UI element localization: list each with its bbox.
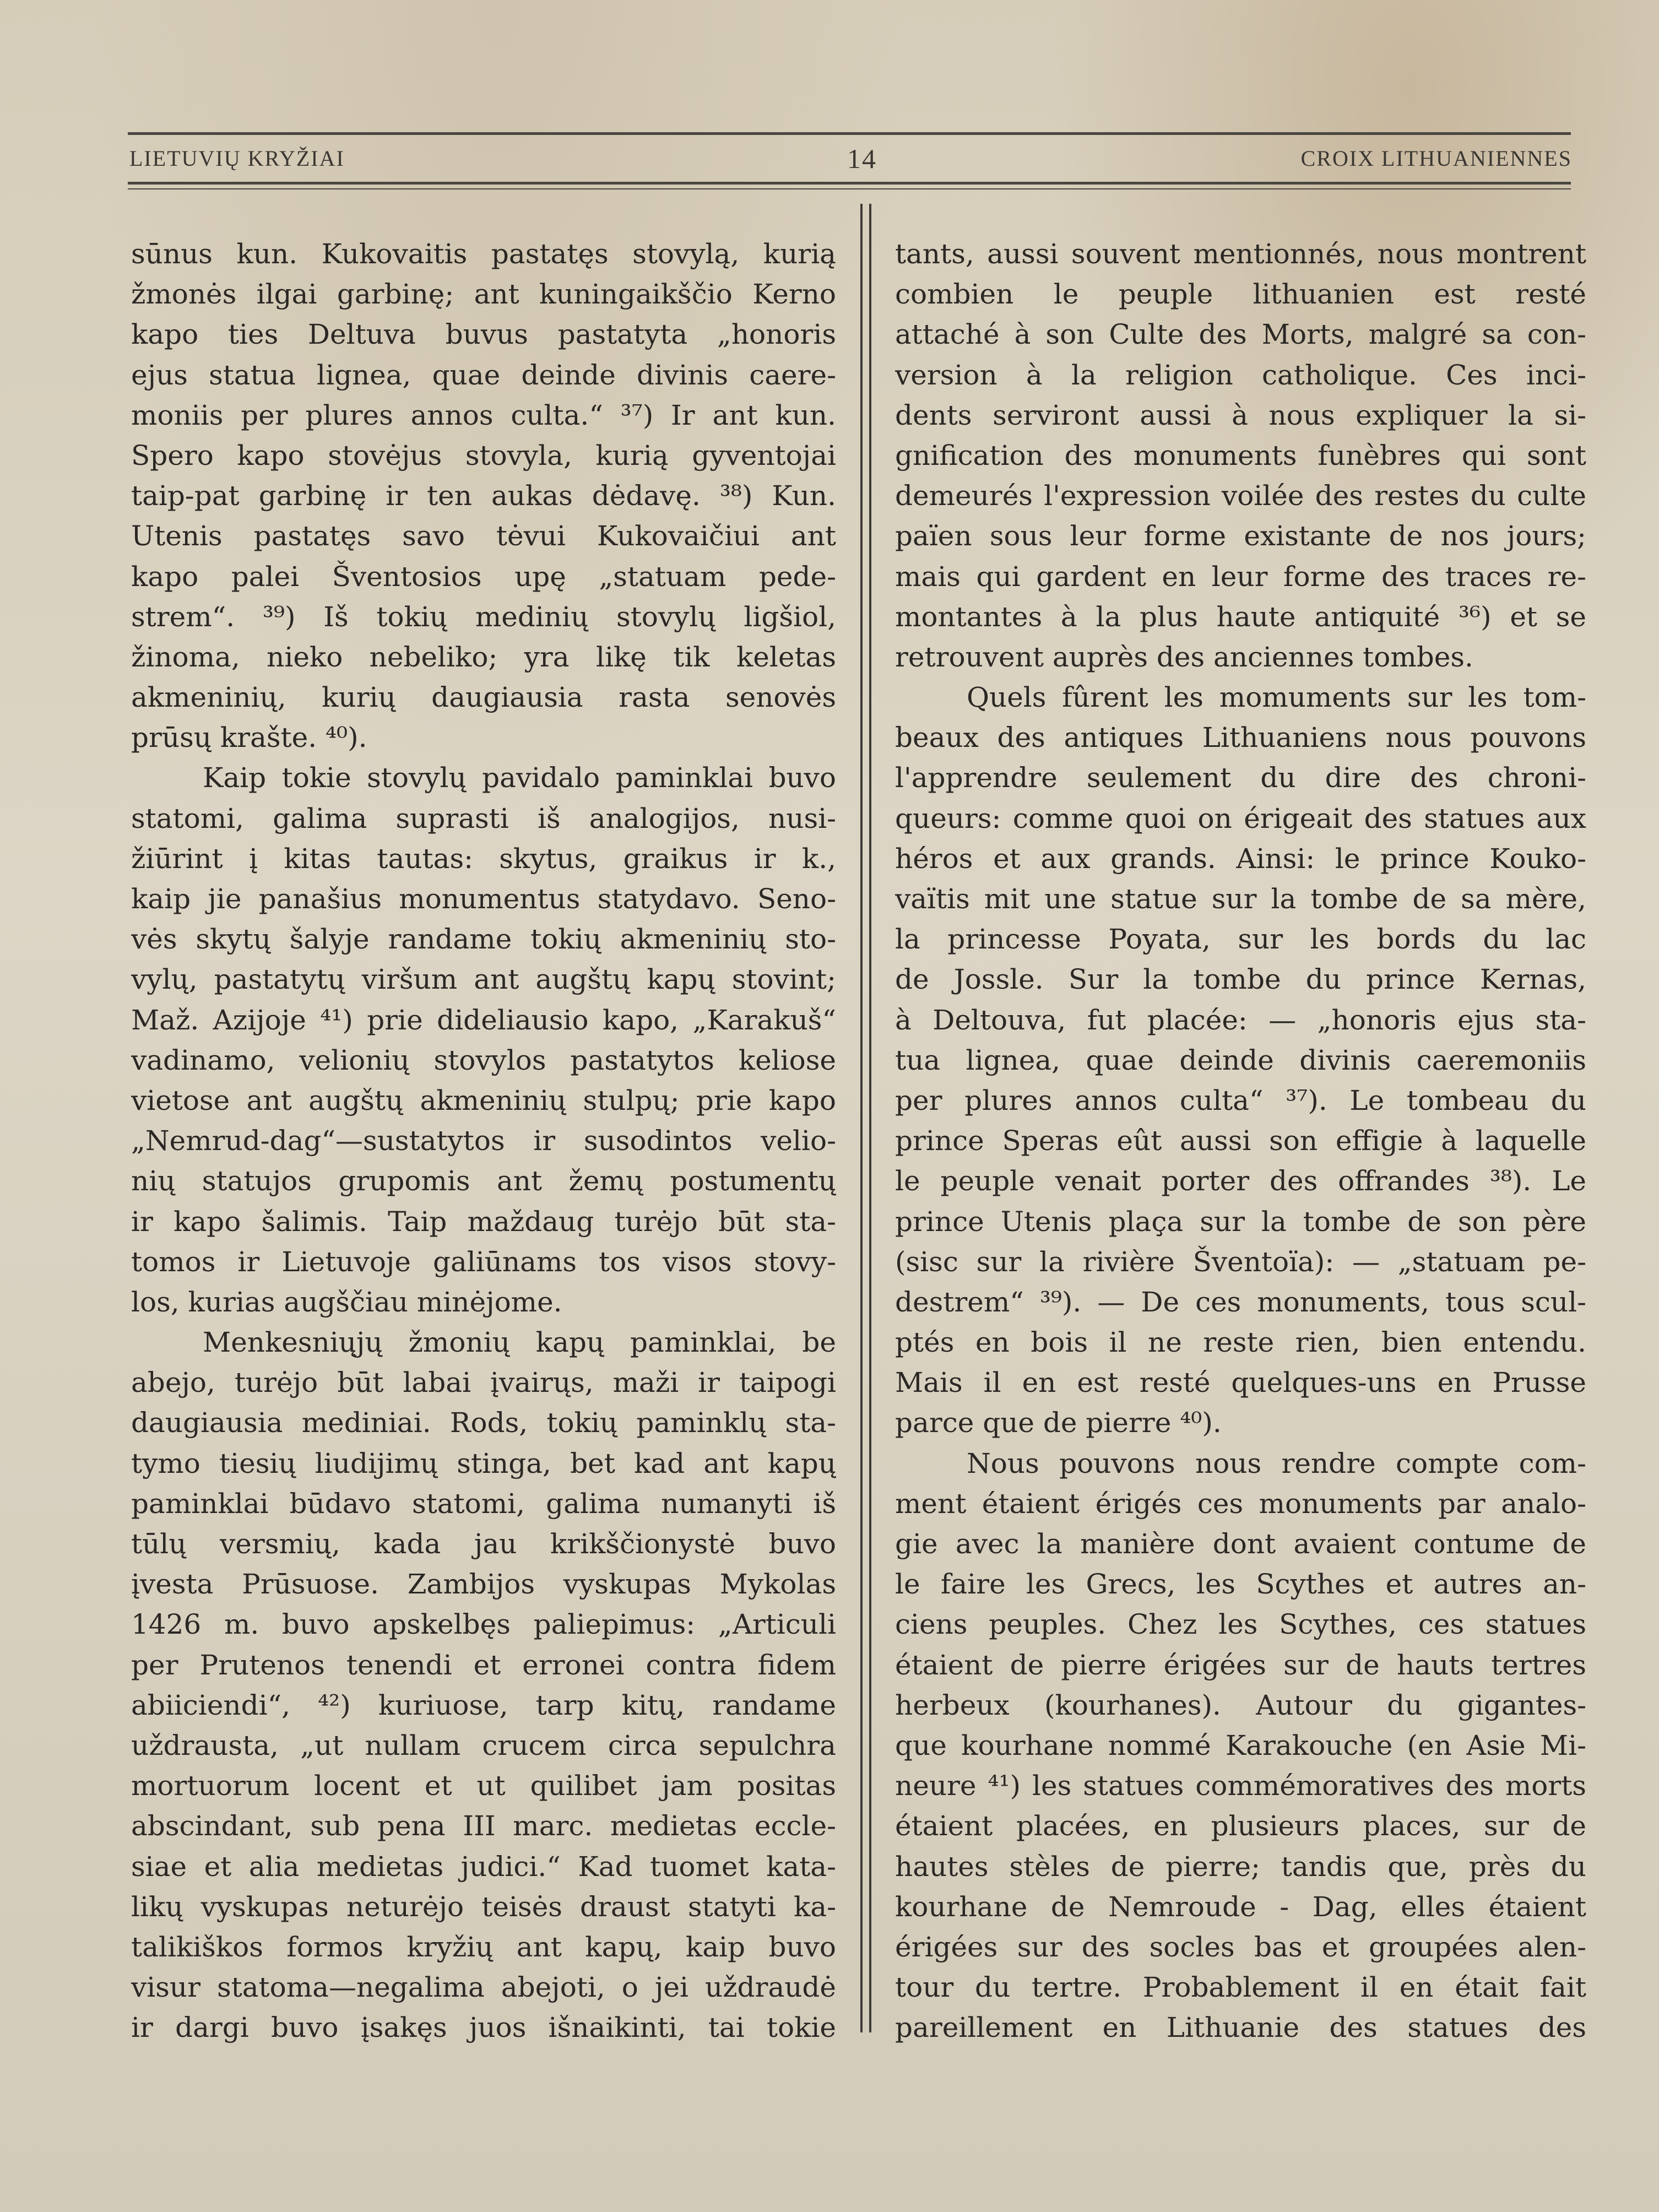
text-line: akmeninių, kurių daugiausia rasta senovės	[131, 681, 836, 714]
text-line: tūlų versmių, kada jau krikščionystė buvo	[131, 1528, 836, 1560]
text-line: kourhane de Nemroude - Dag, elles étaient	[895, 1890, 1586, 1923]
text-line: Mais il en est resté quelques-uns en Prusse	[895, 1367, 1586, 1399]
text-line: ptés en bois il ne reste rien, bien entendu.	[895, 1326, 1586, 1359]
text-line: kapo ties Deltuva buvus pastatyta „honoris	[131, 318, 836, 351]
text-line: likų vyskupas neturėjo teisės draust statyti ka-	[131, 1890, 836, 1923]
text-line: pareillement en Lithuanie des statues des	[895, 2012, 1586, 2044]
text-line: destrem“ ³⁹). — De ces monuments, tous scul-	[895, 1286, 1586, 1318]
text-line: hautes stèles de pierre; tandis que, près du	[895, 1850, 1586, 1883]
text-line: Utenis pastatęs savo tėvui Kukovaičiui ant	[131, 520, 836, 552]
text-line: attaché à son Culte des Morts, malgré sa con-	[895, 318, 1586, 351]
text-line: parce que de pierre ⁴⁰).	[895, 1407, 1222, 1439]
text-line: héros et aux grands. Ainsi: le prince Kouko-	[895, 842, 1586, 875]
text-line: sūnus kun. Kukovaitis pastatęs stovylą, kurią	[131, 238, 836, 270]
text-line: gnification des monuments funèbres qui sont	[895, 439, 1586, 471]
header-rule-bottom	[128, 182, 1571, 185]
page-number: 14	[847, 143, 877, 174]
text-line: kapo palei Šventosios upę „statuam pede-	[131, 560, 836, 593]
text-line: uždrausta, „ut nullam crucem circa sepulchra	[131, 1729, 836, 1761]
text-line: ejus statua lignea, quae deinde divinis caere-	[131, 359, 836, 391]
text-line: combien le peuple lithuanien est resté	[895, 278, 1586, 311]
text-line: tants, aussi souvent mentionnés, nous montrent	[895, 238, 1586, 270]
text-line: vaïtis mit une statue sur la tombe de sa mère,	[895, 883, 1586, 915]
text-line: dents serviront aussi à nous expliquer la si-	[895, 399, 1586, 431]
text-line: Maž. Azijoje ⁴¹) prie dideliausio kapo, „Karakuš“	[131, 1004, 836, 1036]
text-line: nių statujos grupomis ant žemų postumentų	[131, 1165, 836, 1197]
text-line: herbeux (kourhanes). Autour du gigantes-	[895, 1689, 1586, 1721]
text-line: siae et alia medietas judici.“ Kad tuomet kata-	[131, 1850, 836, 1883]
text-line: à Deltouva, fut placée: — „honoris ejus sta-	[895, 1004, 1586, 1036]
text-line: žmonės ilgai garbinę; ant kuningaikščio Kerno	[131, 278, 836, 311]
text-line: Menkesniųjų žmonių kapų paminklai, be	[203, 1326, 836, 1359]
text-line: „Nemrud-dag“—sustatytos ir susodintos velio-	[131, 1125, 836, 1157]
text-line: tour du tertre. Probablement il en était fait	[895, 1971, 1586, 2004]
text-line: ciens peuples. Chez les Scythes, ces statues	[895, 1608, 1586, 1641]
text-line: Spero kapo stovėjus stovyla, kurią gyventojai	[131, 439, 836, 471]
text-line: mais qui gardent en leur forme des traces re-	[895, 560, 1586, 593]
text-line: los, kurias augščiau minėjome.	[131, 1286, 562, 1318]
text-line: prince Speras eût aussi son effigie à laquelle	[895, 1125, 1586, 1157]
text-line: abscindant, sub pena III marc. medietas eccle-	[131, 1810, 836, 1842]
text-line: Nous pouvons nous rendre compte com-	[967, 1447, 1586, 1479]
text-line: žinoma, nieko nebeliko; yra likę tik keletas	[131, 641, 836, 673]
text-line: prince Utenis plaça sur la tombe de son père	[895, 1205, 1586, 1238]
text-line: le peuple venait porter des offrandes ³⁸). Le	[895, 1165, 1586, 1197]
text-line: (sisc sur la rivière Šventoïa): — „statuam pe-	[895, 1245, 1586, 1278]
text-line: kaip jie panašius monumentus statydavo. Seno-	[131, 883, 836, 915]
text-line: 1426 m. buvo apskelbęs paliepimus: „Articuli	[131, 1608, 836, 1641]
text-line: la princesse Poyata, sur les bords du lac	[895, 923, 1586, 956]
text-line: per plures annos culta“ ³⁷). Le tombeau du	[895, 1084, 1586, 1116]
text-line: l'apprendre seulement du dire des chroni-	[895, 762, 1586, 794]
text-line: įvesta Prūsuose. Zambijos vyskupas Mykolas	[131, 1568, 836, 1601]
running-header-left: LIETUVIŲ KRYŽIAI	[129, 146, 345, 171]
text-line: talikiškos formos kryžių ant kapų, kaip buvo	[131, 1931, 836, 1963]
text-line: mortuorum locent et ut quilibet jam positas	[131, 1770, 836, 1802]
text-line: érigées sur des socles bas et groupées alen-	[895, 1931, 1586, 1963]
lithuanian-text-column	[131, 234, 836, 2048]
text-line: gie avec la manière dont avaient contume de	[895, 1528, 1586, 1560]
text-line: prūsų krašte. ⁴⁰).	[131, 722, 367, 754]
text-line: vadinamo, velionių stovylos pastatytos keliose	[131, 1044, 836, 1076]
text-line: strem“. ³⁹) Iš tokių medinių stovylų ligšiol,	[131, 600, 836, 633]
column-separator-right	[869, 204, 871, 2032]
header-rule-bottom-thin	[128, 188, 1571, 189]
text-line: abiiciendi“, ⁴²) kuriuose, tarp kitų, randame	[131, 1689, 836, 1721]
french-text-column	[895, 234, 1586, 2048]
text-line: ir kapo šalimis. Taip maždaug turėjo būt sta-	[131, 1205, 836, 1238]
text-line: vylų, pastatytų viršum ant augštų kapų stovint;	[131, 963, 836, 996]
text-line: païen sous leur forme existante de nos jours;	[895, 520, 1586, 552]
text-line: tomos ir Lietuvoje galiūnams tos visos stovy-	[131, 1245, 836, 1278]
text-line: vietose ant augštų akmeninių stulpų; prie kapo	[131, 1084, 836, 1116]
text-line: per Prutenos tenendi et erronei contra fidem	[131, 1649, 836, 1681]
text-line: version à la religion catholique. Ces inci-	[895, 359, 1586, 391]
text-line: žiūrint į kitas tautas: skytus, graikus ir k.,	[131, 842, 836, 875]
text-line: tua lignea, quae deinde divinis caeremoniis	[895, 1044, 1586, 1076]
text-line: montantes à la plus haute antiquité ³⁶) et se	[895, 600, 1586, 633]
text-line: étaient de pierre érigées sur de hauts tertres	[895, 1649, 1586, 1681]
text-line: demeurés l'expression voilée des restes du culte	[895, 480, 1586, 512]
text-line: moniis per plures annos culta.“ ³⁷) Ir ant kun.	[131, 399, 836, 431]
text-line: de Jossle. Sur la tombe du prince Kernas,	[895, 963, 1586, 996]
text-line: neure ⁴¹) les statues commémoratives des morts	[895, 1770, 1586, 1802]
text-line: daugiausia mediniai. Rods, tokių paminklų sta-	[131, 1407, 836, 1439]
running-header-right: CROIX LITHUANIENNES	[1300, 146, 1572, 171]
text-line: vės skytų šalyje randame tokių akmeninių sto-	[131, 923, 836, 956]
text-line: queurs: comme quoi on érigeait des statues aux	[895, 802, 1586, 834]
text-line: visur statoma—negalima abejoti, o jei uždraudė	[131, 1971, 836, 2004]
text-line: tymo tiesių liudijimų stinga, bet kad ant kapų	[131, 1447, 836, 1479]
text-line: le faire les Grecs, les Scythes et autres an-	[895, 1568, 1586, 1601]
text-line: taip-pat garbinę ir ten aukas dėdavę. ³⁸) Kun.	[131, 480, 836, 512]
text-line: retrouvent auprès des anciennes tombes.	[895, 641, 1473, 673]
text-line: paminklai būdavo statomi, galima numanyti iš	[131, 1487, 836, 1520]
header-rule-top	[128, 132, 1571, 135]
text-line: abejo, turėjo būt labai įvairųs, maži ir taipogi	[131, 1367, 836, 1399]
text-line: étaient placées, en plusieurs places, sur de	[895, 1810, 1586, 1842]
text-line: statomi, galima suprasti iš analogijos, nusi-	[131, 802, 836, 834]
text-line: ir dargi buvo įsakęs juos išnaikinti, tai tokie	[131, 2012, 836, 2044]
text-line: beaux des antiques Lithuaniens nous pouvons	[895, 722, 1586, 754]
column-separator-left	[860, 204, 863, 2032]
text-line: que kourhane nommé Karakouche (en Asie Mi-	[895, 1729, 1586, 1761]
text-line: ment étaient érigés ces monuments par analo-	[895, 1487, 1586, 1520]
text-line: Kaip tokie stovylų pavidalo paminklai buvo	[203, 762, 836, 794]
text-line: Quels fûrent les momuments sur les tom-	[967, 681, 1586, 714]
